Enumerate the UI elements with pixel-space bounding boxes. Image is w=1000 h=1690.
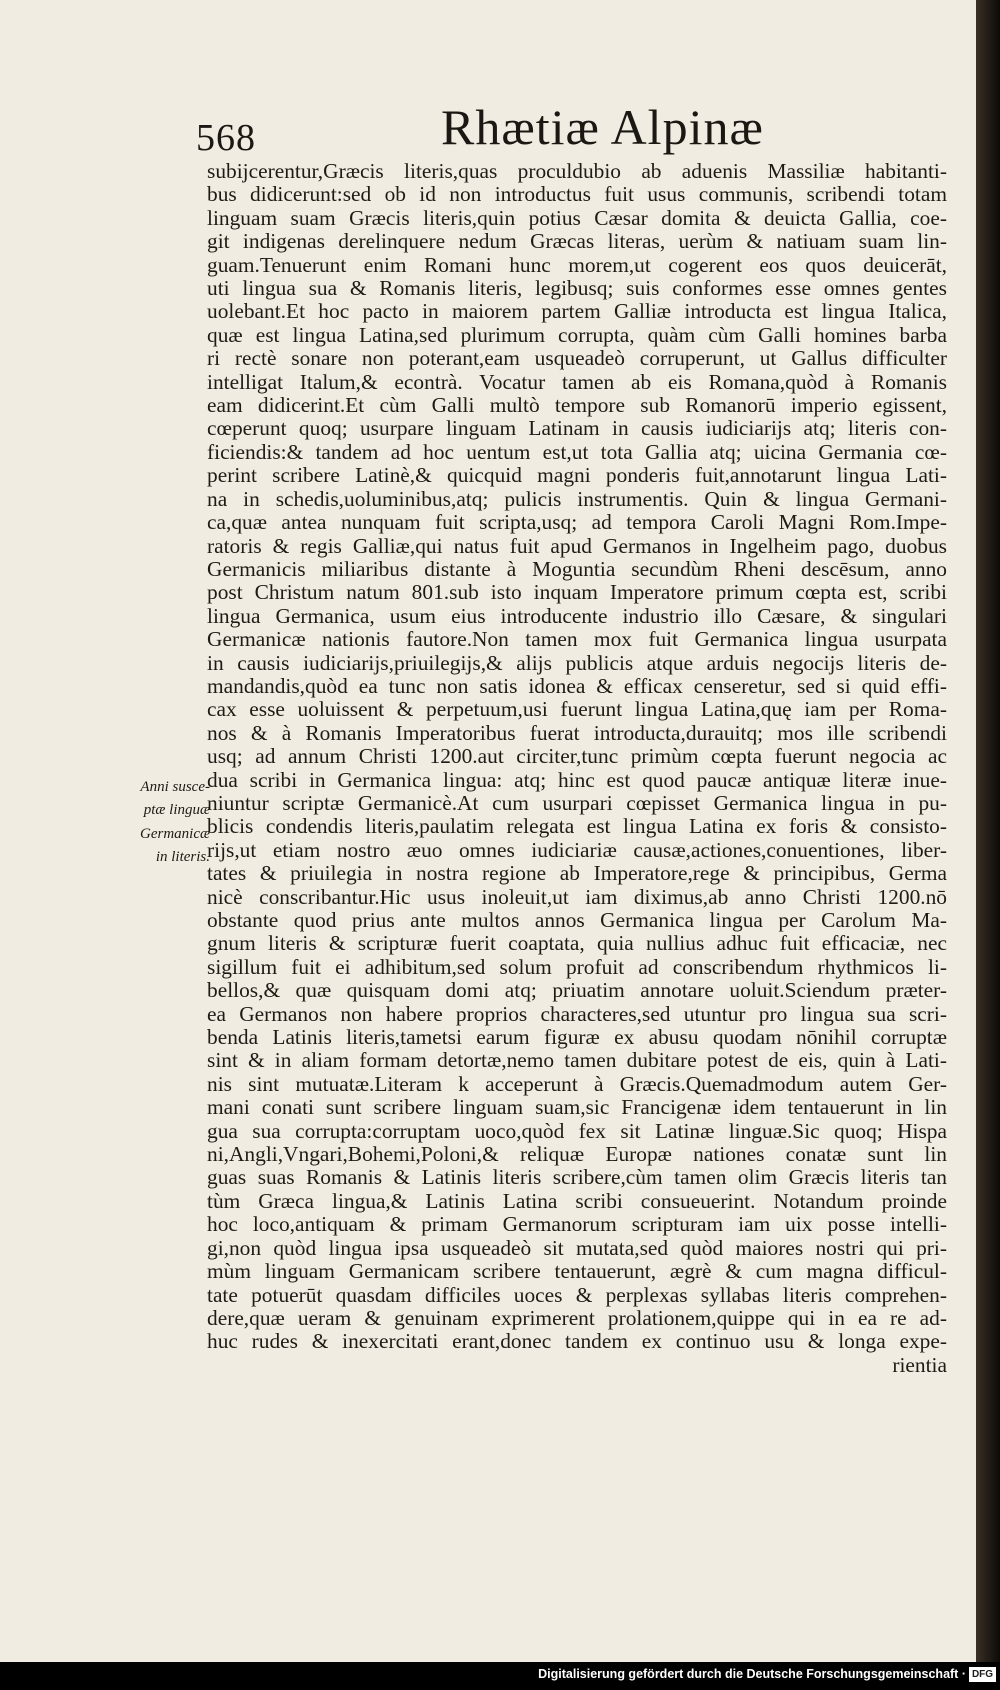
- text-line: gnum literis & scripturæ fuerit coaptata, quia nullius adhuc fuit efficaciæ, nec: [207, 931, 947, 956]
- text-line: nos & à Romanis Imperatoribus fuerat introducta,durauitq; mos ille scribendi: [207, 720, 947, 745]
- text-line: ri rectè sonare non poterant,eam usqueadeò corruperunt, ut Gallus difficulter: [207, 346, 947, 371]
- text-line: eam didicerint.Et cùm Galli multò tempore sub Romanorū imperio egissent,: [207, 393, 947, 418]
- text-line: niuntur scriptæ Germanicè.At cum usurpari cœpisset Germanica lingua in pu-: [207, 790, 947, 815]
- text-line: mandandis,quòd ea tunc non satis idonea & efficax censeretur, sed si quid effi-: [207, 673, 947, 698]
- marginal-note-line: Anni susce-: [140, 779, 210, 795]
- text-line: dere,quæ ueram & genuinam exprimerent prolationem,quippe qui in ea re ad-: [207, 1305, 947, 1330]
- text-line: Germanicis miliaribus distante à Moguntia secundùm Rheni descēsum, anno: [207, 556, 947, 581]
- text-line: ea Germanos non habere proprios characteres,sed utuntur pro lingua sua scri-: [207, 1001, 947, 1026]
- text-line: tates & priuilegia in nostra regione ab Imperatore,rege & principibus, Germa: [207, 861, 947, 886]
- text-line: linguam suam Græcis literis,quin potius Cæsar domita & deuicta Gallia, coe-: [207, 205, 947, 230]
- text-line: in causis iudiciarijs,priuilegijs,& alijs publicis atque arduis negocijs literis de-: [207, 650, 947, 675]
- text-line: guas suas Romanis & Latinis literis scribere,cùm tamen olim Græcis literis tan: [207, 1165, 947, 1190]
- text-line: hoc loco,antiquam & primam Germanorum scripturam iam uix posse intelli-: [207, 1212, 947, 1237]
- text-line: gi,non quòd lingua ipsa usqueadeò sit mutata,sed quòd maiores nostri qui pri-: [207, 1235, 947, 1260]
- dfg-logo-icon: DFG: [969, 1667, 996, 1682]
- text-line: tate potuerūt quasdam difficiles uoces & perplexas syllabas literis comprehen-: [207, 1282, 947, 1307]
- text-line: benda Latinis literis,tametsi earum figuræ ex abusu quodam nōnihil corruptæ: [207, 1025, 947, 1050]
- text-line: na in schedis,uoluminibus,atq; pulicis instrumentis. Quin & lingua Germani-: [207, 486, 947, 511]
- text-line: blicis condendis literis,paulatim relegata est lingua Latina ex foris & consisto-: [207, 814, 947, 839]
- marginal-note: [114, 776, 210, 870]
- marginal-note-line: ptæ linguæ: [143, 802, 210, 819]
- page-edge-shadow: [976, 0, 1000, 1662]
- text-line: ca,quæ antea nunquam fuit scripta,usq; ad tempora Caroli Magni Rom.Impe-: [207, 510, 947, 535]
- text-line: ratoris & regis Galliæ,qui natus fuit apud Germanos in Ingelheim pago, duobus: [207, 533, 947, 558]
- text-line: bellos,& quæ quisquam domi atq; priuatim annotare uoluit.Sciendum præter-: [207, 978, 947, 1003]
- text-line: sigillum fuit ei adhibitum,sed solum profuit ad conscribendum rhythmicos li-: [207, 954, 947, 979]
- text-line: perint scribere Latinè,& quicquid magni ponderis fuit,annotarunt lingua Lati-: [207, 463, 947, 488]
- text-line: nis sint mutuatæ.Literam k acceperunt à Græcis.Quemadmodum autem Ger-: [207, 1071, 947, 1096]
- text-line: dua scribi in Germanica lingua: atq; hinc est quod paucæ antiquæ literæ inue-: [207, 767, 947, 792]
- text-line: uolebant.Et hoc pacto in maiorem partem Galliæ introducta est lingua Italica,: [207, 299, 947, 324]
- text-line: cax esse uoluissent & perpetuum,usi fuerunt lingua Latina,quę iam per Roma-: [207, 697, 947, 722]
- text-line: huc rudes & inexercitati erant,donec tandem ex continuo usu & longa expe-: [207, 1329, 947, 1354]
- catchword: rientia: [892, 1352, 947, 1377]
- text-line: ni,Angli,Vngari,Bohemi,Poloni,& reliquæ Europæ nationes conatæ sunt lin: [207, 1142, 947, 1167]
- text-line: mani conati sunt scribere linguam suam,sic Francigenæ idem tentauerunt in lin: [207, 1095, 947, 1120]
- text-line: nicè conscribantur.Hic usus inoleuit,ut iam diximus,ab anno Christi 1200.nō: [207, 884, 947, 909]
- footer-bar: [0, 1662, 1000, 1690]
- text-line: git indigenas derelinquere nedum Græcas literas, uerùm & natiuam suam lin-: [207, 229, 947, 254]
- text-line: Germanicæ nationis fautore.Non tamen mox fuit Germanica lingua usurpata: [207, 627, 947, 652]
- text-line: rijs,ut etiam nostro æuo omnes iudiciariæ causæ,actiones,conuentiones, liber-: [207, 837, 947, 862]
- text-line: obstante quod prius ante multos annos Germanica lingua per Carolum Ma-: [207, 908, 947, 932]
- text-line: ficiendis:& tandem ad hoc uentum est,ut tota Gallia atq; uicina Germania cœ-: [207, 439, 947, 464]
- page-header: [0, 96, 997, 166]
- text-line: intelligat Italum,& econtrà. Vocatur tamen ab eis Romana,quòd à Romanis: [207, 369, 947, 394]
- text-line: cœperunt quoq; usurpare linguam Latinam in causis iudiciarijs atq; literis con-: [207, 416, 947, 441]
- text-line: mùm linguam Germanicam scribere tentauerunt, ægrè & cum magna difficul-: [207, 1259, 947, 1284]
- marginal-note-line: Germanicæ: [140, 825, 210, 842]
- digitization-credit: Digitalisierung gefördert durch die Deutsche Forschungsgemeinschaft ·: [538, 1667, 966, 1681]
- text-line: post Christum natum 801.sub isto inquam Imperatore primum cœpta est, scribi: [207, 580, 947, 605]
- main-text-block: [207, 160, 947, 1377]
- running-title: Rhætiæ Alpinæ: [441, 99, 764, 155]
- text-line: lingua Germanica, usum eius introducente industrio illo Cæsare, & singulari: [207, 603, 947, 628]
- text-line: bus didicerunt:sed ob id non introductus fuit usus communis, scribendi totam: [207, 182, 947, 207]
- text-line: subijcerentur,Græcis literis,quas proculdubio ab aduenis Massiliæ habitanti-: [207, 159, 947, 183]
- text-line: sint & in aliam formam detortæ,nemo tamen dubitare potest de eis, quin à Lati-: [207, 1048, 947, 1073]
- text-line: gua sua corrupta:corruptam uoco,quòd fex sit Latinæ linguæ.Sic quoq; Hispa: [207, 1118, 947, 1143]
- text-line: quæ est lingua Latina,sed plurimum corrupta, quàm cùm Galli homines barba: [207, 322, 947, 347]
- text-line: uti lingua sua & Romanis literis, legibusq; suis conformes esse omnes gentes: [207, 276, 947, 301]
- text-line: guam.Tenuerunt enim Romani hunc morem,ut cogerent eos quos deuicerāt,: [207, 252, 947, 277]
- text-line: usq; ad annum Christi 1200.aut circiter,tunc primùm cœpta fuerunt negocia ac: [207, 744, 947, 769]
- page-number: 568: [196, 117, 256, 159]
- text-line: tùm Græca lingua,& Latinis Latina scribi consueuerint. Notandum proinde: [207, 1188, 947, 1213]
- marginal-note-line: in literis.: [155, 849, 210, 866]
